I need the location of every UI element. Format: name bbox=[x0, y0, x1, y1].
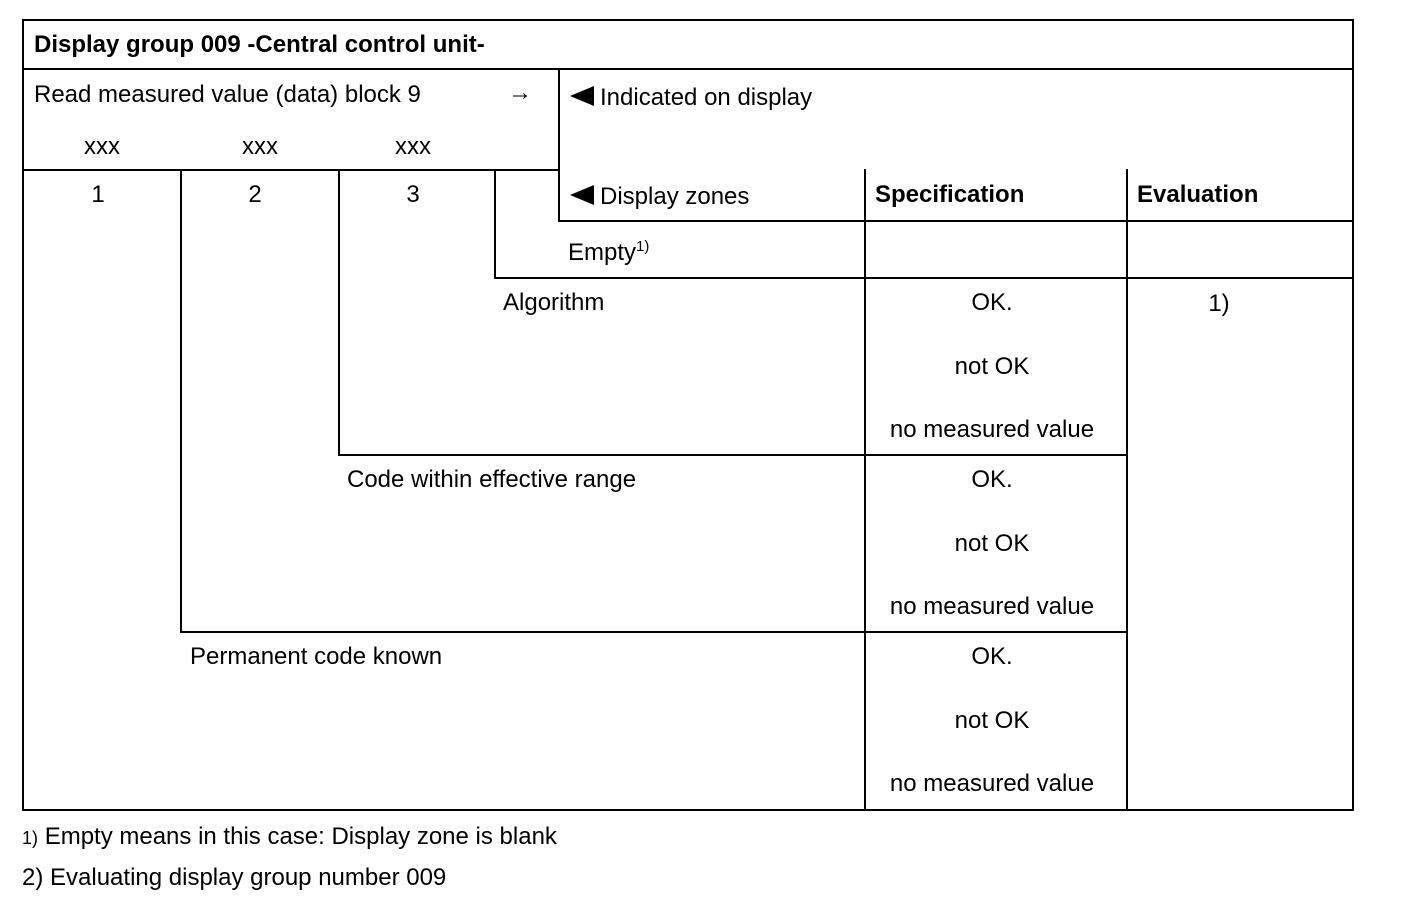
zone-empty: Empty$^{1)}$ bbox=[568, 238, 650, 266]
evaluation-note: 1) bbox=[1208, 290, 1230, 317]
triangle-left-icon bbox=[570, 86, 594, 106]
field-header-rule bbox=[22, 169, 560, 171]
spec-ok: OK. bbox=[971, 643, 1013, 670]
spec-ok: OK. bbox=[971, 466, 1013, 493]
field-number-1: 1 bbox=[91, 181, 105, 208]
border-top bbox=[22, 19, 1354, 21]
placeholder-2: xxx bbox=[242, 133, 278, 160]
column-header-rule bbox=[558, 220, 1354, 222]
code-range-row-rule bbox=[180, 631, 1128, 633]
evaluation-divider bbox=[1126, 169, 1128, 811]
table-title: Display group 009 -Central control unit- bbox=[34, 31, 485, 58]
indicated-on-display: Indicated on display bbox=[570, 84, 812, 112]
field-number-3: 3 bbox=[406, 181, 420, 208]
algorithm-row-rule bbox=[338, 454, 1128, 456]
spec-not-ok: not OK bbox=[954, 353, 1030, 380]
footnote-ref: 1) bbox=[636, 238, 650, 255]
placeholder-3: xxx bbox=[395, 133, 431, 160]
footnote-1: 1) Empty means in this case: Display zone is blank bbox=[22, 823, 557, 850]
field-2-bracket bbox=[338, 169, 340, 456]
empty-row-rule bbox=[494, 277, 1354, 279]
footnote-2: 2) Evaluating display group number 009 bbox=[22, 864, 447, 891]
zone-code-within-range: Code within effective range bbox=[347, 466, 637, 493]
zone-algorithm: Algorithm bbox=[503, 289, 605, 316]
specification-header: Specification bbox=[875, 181, 1025, 208]
display-zones-header: Display zones bbox=[570, 183, 749, 211]
triangle-left-icon bbox=[570, 185, 594, 205]
spec-ok: OK. bbox=[971, 289, 1013, 316]
zone-permanent-code: Permanent code known bbox=[190, 643, 443, 670]
spec-not-ok: not OK bbox=[954, 707, 1030, 734]
field-3-bracket bbox=[494, 169, 496, 279]
arrow-right-icon: → bbox=[508, 79, 532, 106]
spec-no-value: no measured value bbox=[889, 593, 1095, 620]
spec-no-value: no measured value bbox=[889, 770, 1095, 797]
field-1-bracket bbox=[180, 169, 182, 633]
placeholder-1: xxx bbox=[84, 133, 120, 160]
border-bottom bbox=[22, 809, 1354, 811]
read-block-label: Read measured value (data) block 9 bbox=[34, 81, 421, 108]
display-divider bbox=[558, 68, 560, 222]
spec-not-ok: not OK bbox=[954, 530, 1030, 557]
title-rule bbox=[22, 68, 1354, 70]
evaluation-header: Evaluation bbox=[1137, 181, 1259, 208]
border-right bbox=[1352, 19, 1354, 811]
spec-no-value: no measured value bbox=[889, 416, 1095, 443]
field-number-2: 2 bbox=[248, 181, 262, 208]
